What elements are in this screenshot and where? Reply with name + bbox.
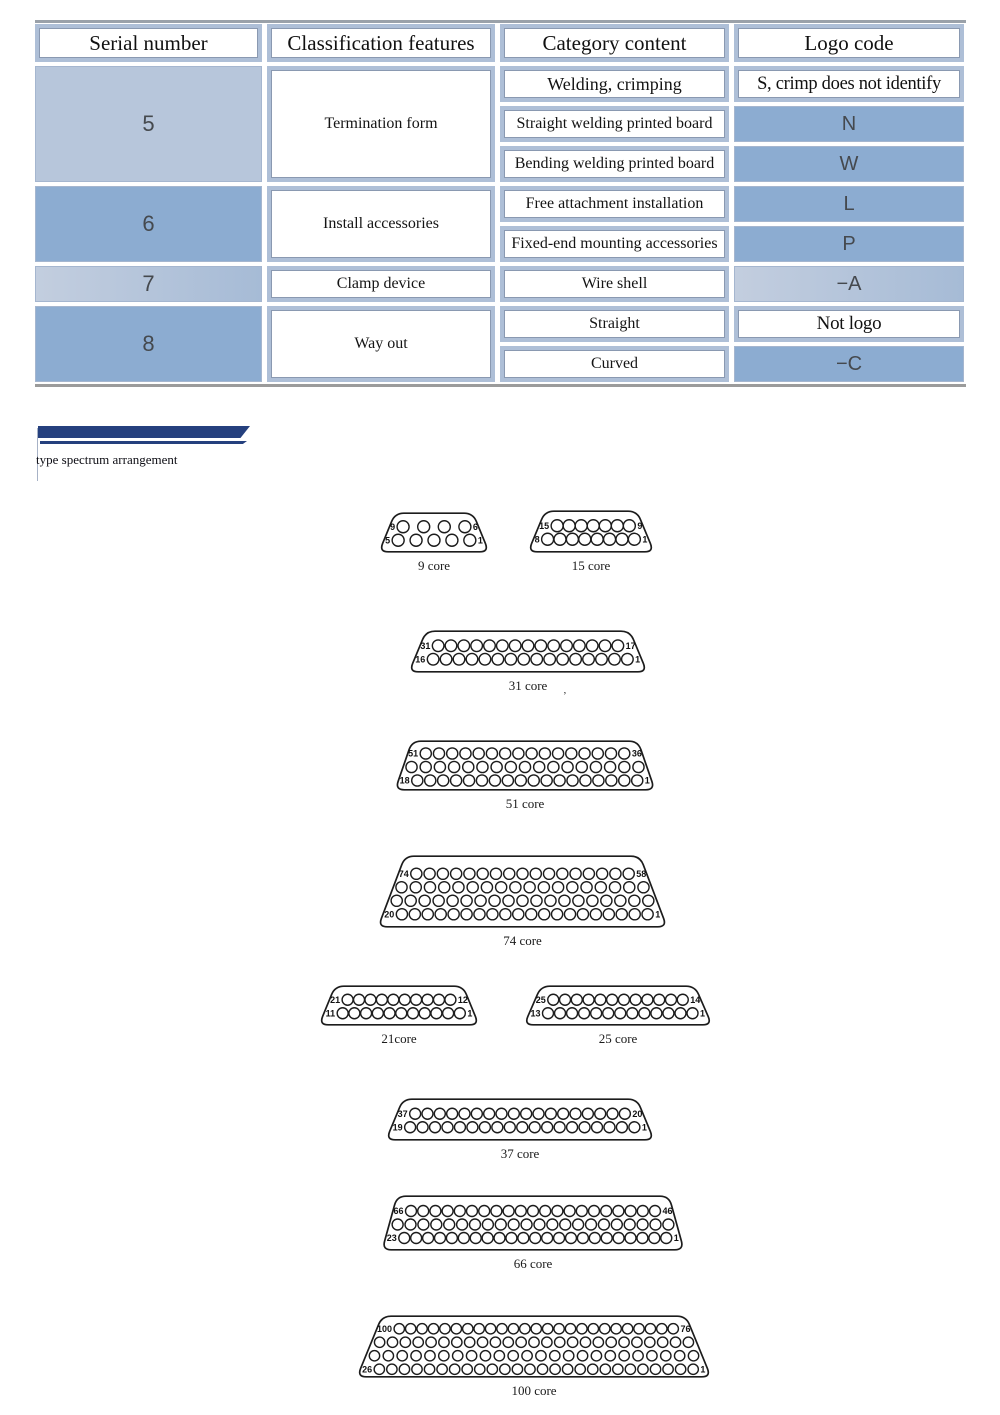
category-cell: Straight welding printed board <box>500 106 729 142</box>
pin-number-left: 25 <box>535 994 546 1005</box>
connector-25-core <box>523 985 713 1047</box>
header-serial-number: Serial number <box>35 24 262 62</box>
pin-number-right: 1 <box>635 654 641 665</box>
connector-body-outline <box>385 1098 655 1141</box>
feature-cell: Install accessories <box>267 186 495 262</box>
pin-number-left: 16 <box>415 654 426 665</box>
category-cell: Wire shell <box>500 266 729 302</box>
pin-number-right: 1 <box>700 1008 706 1019</box>
pin-number-left: 74 <box>398 868 409 879</box>
connector-31-core <box>408 630 648 694</box>
connector-caption: 100 core <box>511 1383 557 1398</box>
pin-number-left: 20 <box>384 909 395 920</box>
connector-caption: 9 core <box>417 558 451 573</box>
pin-number-left: 26 <box>362 1364 373 1375</box>
pin-number-left: 100 <box>377 1323 393 1334</box>
connector-caption: 25 core <box>598 1031 638 1046</box>
connector-body-outline <box>318 985 480 1026</box>
connector-66-core <box>381 1195 685 1272</box>
pin-number-left: 15 <box>539 520 550 531</box>
pin-number-right: 1 <box>673 1233 679 1244</box>
pin-number-left: 66 <box>393 1206 404 1217</box>
pin-number-left: 23 <box>386 1233 397 1244</box>
connector-caption: 51 core <box>505 796 545 811</box>
category-cell: Fixed-end mounting accessories <box>500 226 729 262</box>
connector-100-core <box>356 1315 712 1399</box>
pin-number-right: 1 <box>641 1122 647 1133</box>
connector-caption: 15 core <box>571 558 611 573</box>
feature-cell: Clamp device <box>267 266 495 302</box>
pin-number-right: 12 <box>457 994 468 1005</box>
pin-number-right: 76 <box>680 1323 691 1334</box>
serial-cell: 6 <box>35 186 262 262</box>
connector-74-core <box>377 855 668 949</box>
pin-number-left: 5 <box>385 535 391 546</box>
pin-number-right: 9 <box>637 520 643 531</box>
header-category-content: Category content <box>500 24 729 62</box>
header-classification-features: Classification features <box>267 24 495 62</box>
connector-body-outline <box>408 630 648 673</box>
pin-number-right: 20 <box>632 1108 643 1119</box>
pin-number-right: 1 <box>642 534 648 545</box>
pin-number-right: 1 <box>644 775 650 786</box>
pin-number-left: 37 <box>397 1108 408 1119</box>
connector-caption: 37 core <box>500 1146 540 1161</box>
category-cell: Bending welding printed board <box>500 146 729 182</box>
serial-cell: 7 <box>35 266 262 302</box>
feature-cell: Termination form <box>267 66 495 182</box>
pin-number-right: 17 <box>625 640 636 651</box>
section-accent-underline <box>40 441 247 444</box>
table-row-7 <box>35 266 966 302</box>
pin-number-left: 8 <box>534 534 540 545</box>
category-cell: Curved <box>500 346 729 382</box>
pin-number-left: 13 <box>530 1008 541 1019</box>
pin-number-right: 14 <box>690 994 701 1005</box>
classification-table <box>35 20 966 387</box>
table-header-row <box>35 24 966 62</box>
stray-mark: ’ <box>563 690 567 702</box>
pin-number-left: 11 <box>325 1008 336 1019</box>
connector-37-core <box>385 1098 655 1162</box>
pin-number-right: 36 <box>631 748 642 759</box>
pin-number-left: 18 <box>399 775 410 786</box>
logo-code-cell: L <box>734 186 964 222</box>
section-accent-bar <box>38 426 250 438</box>
logo-code-cell: W <box>734 146 964 182</box>
connector-caption: 31 core <box>508 678 548 693</box>
connector-21core <box>318 985 480 1047</box>
pin-number-right: 1 <box>655 909 661 920</box>
table-row-5 <box>35 66 966 182</box>
connector-9-core <box>378 512 490 574</box>
serial-cell: 8 <box>35 306 262 382</box>
connector-body-outline <box>377 855 668 928</box>
table-row-6 <box>35 186 966 262</box>
connector-body-outline <box>381 1195 685 1251</box>
pin-number-right: 1 <box>477 535 483 546</box>
pin-number-right: 1 <box>700 1364 706 1375</box>
connector-caption: 21core <box>381 1031 417 1046</box>
header-logo-code: Logo code <box>734 24 964 62</box>
pin-number-left: 9 <box>390 521 396 532</box>
logo-code-cell: P <box>734 226 964 262</box>
category-cell: Welding, crimping <box>500 66 729 102</box>
pin-number-left: 21 <box>330 994 341 1005</box>
pin-number-left: 19 <box>392 1122 403 1133</box>
table-row-8 <box>35 306 966 382</box>
connector-body-outline <box>523 985 713 1026</box>
connector-caption: 74 core <box>503 933 542 948</box>
connector-caption: 66 core <box>513 1256 553 1271</box>
pin-number-right: 46 <box>662 1206 673 1217</box>
logo-code-cell: S, crimp does not identify <box>734 66 964 102</box>
serial-cell: 5 <box>35 66 262 182</box>
connector-51-core <box>394 740 656 812</box>
category-cell: Straight <box>500 306 729 342</box>
connector-body-outline <box>356 1315 712 1378</box>
logo-code-cell: −C <box>734 346 964 382</box>
category-cell: Free attachment installation <box>500 186 729 222</box>
pin-number-right: 6 <box>472 521 478 532</box>
logo-code-cell: Not logo <box>734 306 964 342</box>
pin-number-left: 31 <box>420 640 431 651</box>
connector-15-core <box>527 510 655 574</box>
logo-code-cell: N <box>734 106 964 142</box>
pin-number-right: 58 <box>636 868 647 879</box>
pin-number-left: 51 <box>408 748 419 759</box>
section-title: type spectrum arrangement <box>36 452 178 467</box>
pin-number-right: 1 <box>467 1008 473 1019</box>
logo-code-cell: −A <box>734 266 964 302</box>
connector-body-outline <box>394 740 656 791</box>
feature-cell: Way out <box>267 306 495 382</box>
connector-body-outline <box>527 510 655 553</box>
connector-body-outline <box>378 512 490 553</box>
